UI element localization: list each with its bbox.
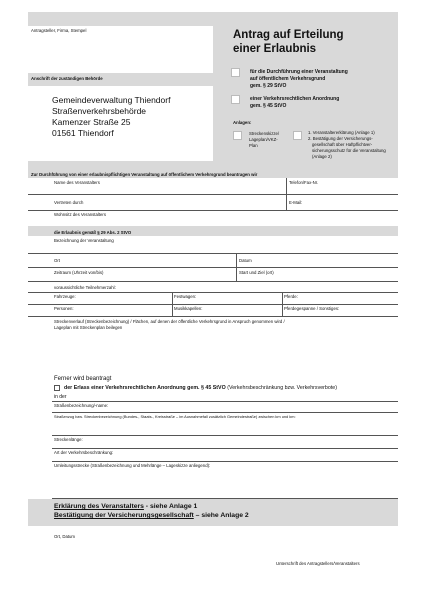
sketch-line2: Lageplan/VKZ- [249, 137, 278, 142]
option-45-checkbox[interactable] [231, 95, 240, 104]
route-desc-line1: Streckenverlauf (Streckenbezeichnung) / Flächen, auf denen der öffentliche Verkehrsgrund in Anspruch genommen wird / [54, 319, 285, 324]
annex-line4: sicherungsschutz für die Veranstaltung [312, 148, 386, 153]
option-45-line1: einer Verkehrsrechtlichen Anordnung [250, 96, 340, 102]
option-29-line3: gem. § 29 StVO [250, 83, 287, 89]
bands-field[interactable]: Musikkapellen: [174, 306, 203, 311]
annex-line3: gesellschaft über Haftpflichtver- [312, 142, 373, 147]
route-length-field[interactable]: Streckenlänge: [54, 437, 83, 442]
annex-line2: 2. Bestätigung der Versicherungs- [308, 136, 373, 141]
authority-line1: Gemeindeverwaltung Thiendorf [52, 95, 171, 105]
insurance-suffix: – siehe Anlage 2 [193, 512, 249, 519]
period-field[interactable]: Zeitraum (Uhrzeit von/bis) [54, 270, 104, 275]
declaration-line [54, 503, 197, 510]
decree-checkbox[interactable] [54, 385, 60, 391]
option-45-line2: gem. § 45 StVO [250, 103, 287, 109]
email-field[interactable]: E-Mail: [289, 200, 303, 205]
sketch-line1: Streckenskizze/ [249, 131, 280, 136]
route-desc-area[interactable] [52, 331, 392, 369]
decree-label [64, 385, 337, 391]
annex-line5: (Anlage 2) [312, 154, 332, 159]
annex-checkbox[interactable] [293, 131, 302, 140]
decree-label-bold: der Erlass einer Verkehrsrechtlichen Anordnung gem. § 45 StVO [64, 385, 226, 391]
declaration-label: Erklärung des Veranstalters [54, 503, 144, 510]
authority-line3: Kamenzer Straße 25 [52, 117, 131, 127]
signature-label: Unterschrift des Antragstellers/Veranstalters [276, 561, 360, 566]
form-title-line2: einer Erlaubnis [233, 43, 317, 55]
authority-line2: Straßenverkehrsbehörde [52, 106, 147, 116]
event-name-field[interactable]: Bezeichnung der Veranstaltung [54, 238, 114, 243]
in-the-label: in der [54, 394, 67, 400]
persons-field[interactable]: Personen: [54, 306, 74, 311]
section2-heading: die Erlaubnis gemäß § 29 Abs. 2 StVO [54, 230, 132, 235]
option-29-line1: für die Durchführung einer Veranstaltung [250, 69, 348, 75]
street-desc-field[interactable]: Straßenzug bzw. Streckenbezeichnung (Bundes-, Staats-, Kreisstraße – im Ausnahmefall zusätzlich Gemeindestraße) zwischen km und km: [54, 414, 296, 419]
decree-label-rest: (Verkehrsbeschränkung bzw. Verkehrsverbote) [225, 385, 338, 391]
option-29-line2: auf öffentlichem Verkehrsgrund [250, 76, 326, 82]
place-field[interactable]: Ort [54, 258, 60, 263]
organizer-block [28, 178, 398, 226]
authority-label: Anschrift der zuständigen Behörde [31, 76, 103, 81]
residence-field[interactable]: Wohnsitz des Veranstalters [54, 212, 106, 217]
declaration-suffix: - siehe Anlage 1 [143, 503, 198, 510]
fixed-cars-field[interactable]: Festwagen: [174, 294, 197, 299]
insurance-line [54, 512, 249, 519]
form-page [28, 12, 398, 570]
date-field[interactable]: Datum [239, 258, 252, 263]
applicant-box[interactable] [28, 26, 213, 73]
carriages-field[interactable]: Pferdegespanne / Sonstiges: [284, 306, 340, 311]
organizer-name-field[interactable]: Name des Veranstalters [54, 180, 100, 185]
sketch-line3: Plan [249, 143, 258, 148]
participants-label: voraussichtliche Teilnehmerzahl: [54, 285, 116, 290]
sketch-checkbox[interactable] [233, 131, 242, 140]
option-29-checkbox[interactable] [231, 68, 240, 77]
vehicles-field[interactable]: Fahrzeuge: [54, 294, 76, 299]
section1-heading: Zur Durchführung von einer erlaubnispflichtigen Veranstaltung auf öffentlichem Verkehrsgrund beantragen wir [31, 172, 258, 177]
form-title-line1: Antrag auf Erteilung [233, 29, 344, 41]
phone-fax-field[interactable]: Telefon/Fax-Nr. [289, 180, 319, 185]
horses-field[interactable]: Pferde: [284, 294, 298, 299]
place-date-label: Ort, Datum [54, 534, 76, 539]
route-desc-line2: Lageplan mit Streckenplan beilegen [54, 325, 123, 330]
represented-by-field[interactable]: Vertreten durch [54, 200, 84, 205]
street-label-field[interactable]: Straßenbezeichnung/-name: [54, 403, 109, 408]
attachments-label: Anlagen: [233, 120, 252, 125]
annex-line1: 1. Veranstaltererklärung (Anlage 1) [308, 130, 375, 135]
insurance-label: Bestätigung der Versicherungsgesellschaft [54, 512, 194, 519]
detour-field[interactable]: Umleitungsstrecke (Straßenbezeichnung und Mehrlänge – Lageskizze anliegend): [54, 463, 211, 468]
applicant-label: Antragsteller, Firma, Stempel [31, 28, 87, 33]
authority-line4: 01561 Thiendorf [52, 128, 114, 138]
restriction-type-field[interactable]: Art der Verkehrsbeschränkung: [54, 450, 114, 455]
start-finish-field[interactable]: Start und Ziel (ort) [239, 270, 274, 275]
further-label: Ferner wird beantragt [54, 376, 112, 382]
